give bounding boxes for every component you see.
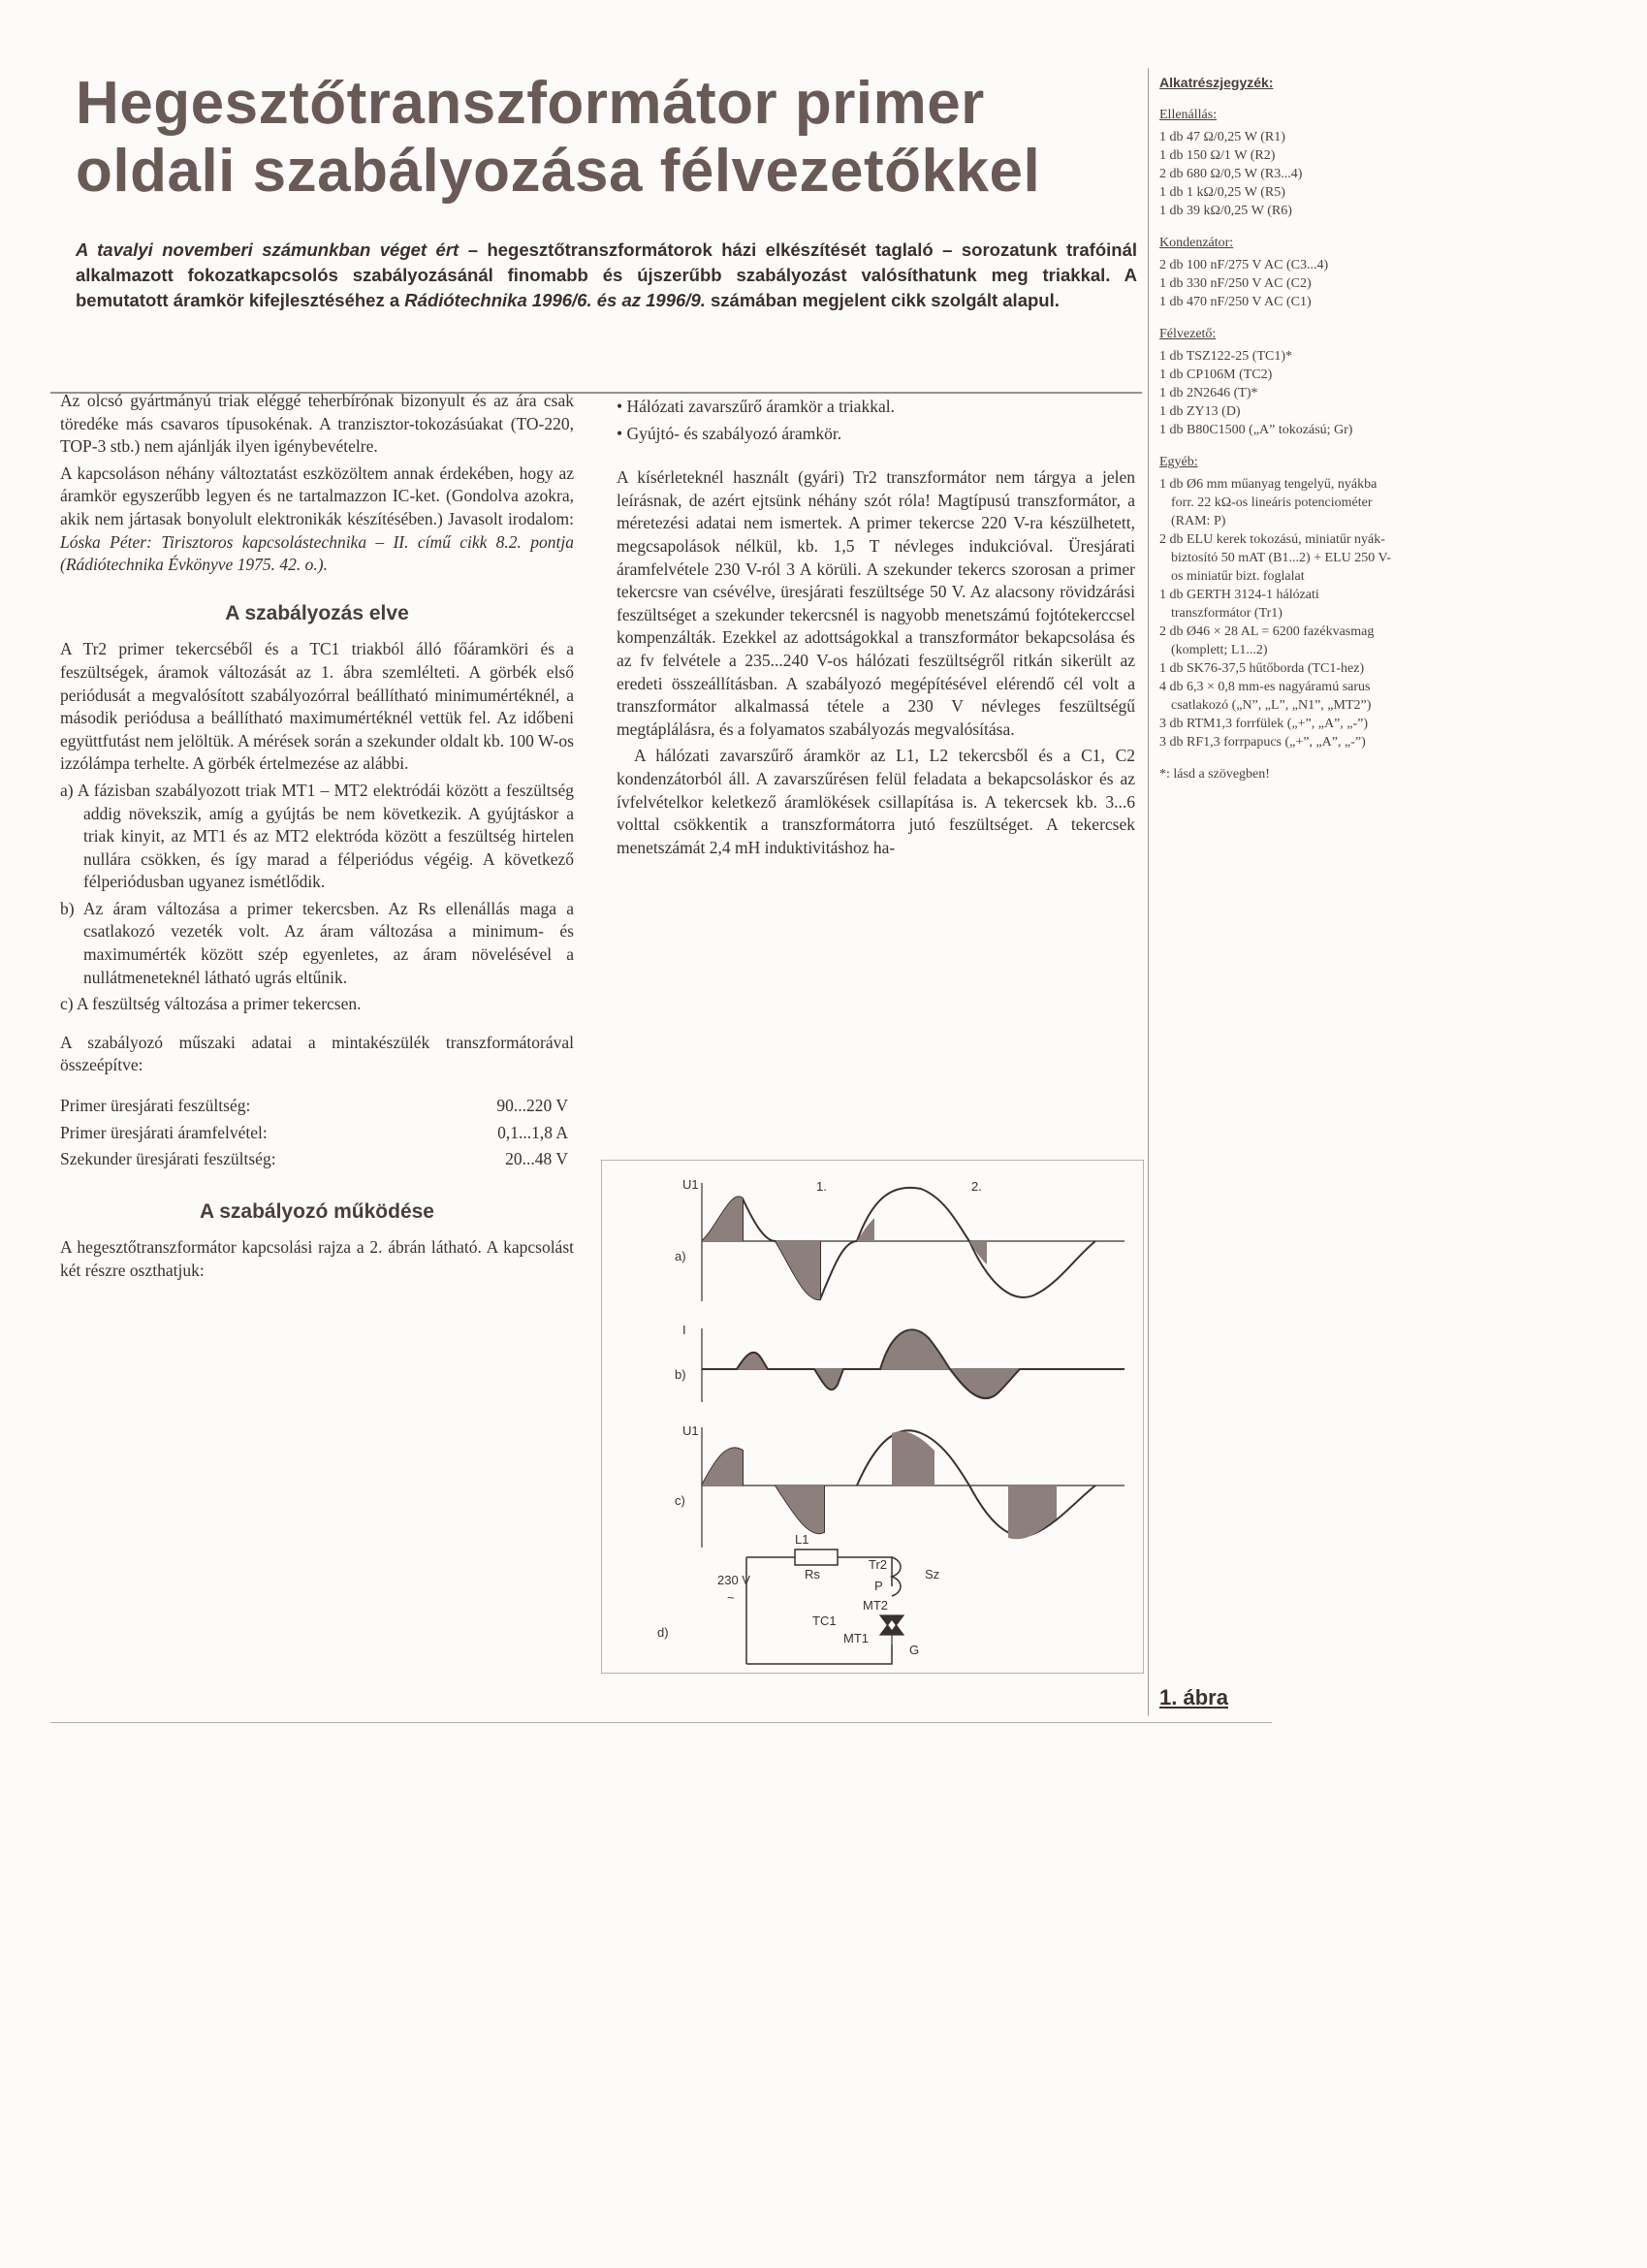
parts-item: 1 db Ø6 mm műanyag tengelyű, nyákba forr. 22 kΩ-os lineáris potenciométer (RAM: P) (1159, 477, 1378, 528)
row-label-a: a) (675, 1249, 686, 1263)
parts-item: 1 db 470 nF/250 V AC (C1) (1159, 295, 1312, 309)
parts-item: 1 db 1 kΩ/0,25 W (R5) (1159, 185, 1285, 200)
label-l1: L1 (795, 1532, 809, 1547)
parts-item: 1 db CP106M (TC2) (1159, 367, 1273, 382)
figure-caption: 1. ábra (1159, 1685, 1228, 1709)
spec-value: 0,1...1,8 A (497, 1122, 568, 1142)
parts-item: 1 db 47 Ω/0,25 W (R1) (1159, 130, 1285, 144)
row-label-b: b) (675, 1367, 686, 1382)
left-paragraph-2-text: A kapcsoláson néhány változtatást eszközöltem annak érdekében, hogy az áramkör egyszerűbb legyen és ne tartalmazzon IC-ket. (Gondolva azokra, akik nem jártasak bonyolult elektronikák készítésében.) Javasolt irodalom: (60, 463, 574, 528)
parts-item: 1 db 150 Ω/1 W (R2) (1159, 148, 1276, 163)
parts-item: 4 db 6,3 × 0,8 mm-es nagyáramú sarus csatlakozó („N”, „L”, „N1”, „MT2”) (1159, 680, 1372, 713)
label-mt1: MT1 (843, 1631, 869, 1645)
spec-label: Primer üresjárati áramfelvétel: (60, 1122, 268, 1142)
article-title (76, 70, 1123, 206)
resistor-heading: Ellenállás: (1159, 108, 1218, 122)
heading-operation: A szabályozó működése (200, 1199, 434, 1223)
left-paragraph-1: Az olcsó gyártmányú triak eléggé teherbírónak bizonyult és az ára csak töredéke más csavaros típusokénak. A tranzisztor-tokozásúakat (TO-220, TOP-3 stb.) nem ajánlják ilyen igénybevételre. (60, 391, 574, 457)
parts-note: *: lásd a szövegben! (1159, 767, 1270, 782)
bullet-filter: • Hálózati zavarszűrő áramkör a triakkal. (617, 397, 895, 416)
period-label-2: 2. (971, 1179, 982, 1194)
parts-item: 1 db TSZ122-25 (TC1)* (1159, 349, 1293, 364)
label-p: P (874, 1579, 883, 1593)
parts-item: 1 db 39 kΩ/0,25 W (R6) (1159, 204, 1292, 218)
parts-item: 2 db Ø46 × 28 AL = 6200 fazékvasmag (komplett; L1...2) (1159, 624, 1375, 657)
label-g: G (909, 1643, 920, 1657)
resistor-rs (795, 1549, 838, 1565)
spec-table (60, 1095, 574, 1171)
ac-symbol: ~ (727, 1590, 735, 1605)
wave-b (702, 1329, 1124, 1398)
column-divider (1148, 68, 1149, 1716)
lead-intro: A tavalyi novemberi számunkban véget ért (76, 240, 459, 260)
lead-journal: Rádiótechnika 1996/6. és az 1996/9. (404, 290, 706, 310)
principle-paragraph: A Tr2 primer tekercséből és a TC1 triakból álló főáramköri és a feszültségek, áramok változását az 1. ábra szemlélteti. A görbék első periódusát a megvalósított szabályozórral beállítható minimumértéknél, a második periódusa a beállítható maximumértéknél vettük fel. Az időbeni együttfutást nem jelöltük. A mérések során a szekunder oldalt kb. 100 W-os izzólámpa terhelte. A görbék értelmezése az alábbi. (60, 639, 574, 774)
parts-item: 1 db GERTH 3124-1 hálózati transzformátor (Tr1) (1159, 588, 1319, 621)
lead-end: számában megjelent cikk szolgált alapul. (705, 290, 1060, 310)
label-sz: Sz (925, 1567, 940, 1581)
parts-list (1159, 74, 1402, 783)
spec-value: 90...220 V (496, 1096, 568, 1116)
voltage-label: 230 V (717, 1573, 750, 1587)
left-column (60, 390, 574, 1287)
middle-column (617, 396, 1135, 863)
parts-item: 1 db 2N2646 (T)* (1159, 386, 1258, 400)
label-tr2: Tr2 (869, 1557, 888, 1572)
parts-item: 2 db ELU kerek tokozású, miniatűr nyák-biztosító 50 mAT (B1...2) + ELU 250 V-os miniatűr bizt. foglalat (1159, 532, 1391, 584)
parts-item: 2 db 680 Ω/0,5 W (R3...4) (1159, 167, 1303, 181)
capacitor-heading: Kondenzátor: (1159, 236, 1234, 250)
spec-label: Szekunder üresjárati feszültség: (60, 1149, 276, 1169)
label-rs: Rs (805, 1567, 820, 1581)
title-line-2: oldali szabályozása félvezetőkkel (76, 138, 1041, 205)
spec-row (60, 1095, 574, 1118)
spec-row (60, 1148, 574, 1171)
period-label-1: 1. (816, 1179, 827, 1194)
bullet-trigger: • Gyújtó- és szabályozó áramkör. (617, 423, 842, 443)
parts-item: 1 db ZY13 (D) (1159, 404, 1241, 419)
parts-item: 1 db B80C1500 („A” tokozású; Gr) (1159, 423, 1353, 437)
axis-label-c: U1 (682, 1423, 699, 1438)
axis-label-b: I (682, 1323, 686, 1337)
operation-paragraph: A hegesztőtranszformátor kapcsolási rajza a 2. ábrán látható. A kapcsolást két részre oszthatjuk: (60, 1237, 574, 1280)
lead-paragraph (76, 238, 1137, 313)
spec-row (60, 1122, 574, 1145)
title-line-1: Hegesztőtranszformátor primer (76, 70, 985, 137)
row-label-c: c) (675, 1493, 685, 1508)
parts-item: 3 db RF1,3 forrpapucs („+”, „A”, „-”) (1159, 735, 1366, 750)
parts-list-heading: Alkatrészjegyzék: (1159, 75, 1274, 90)
parts-item: 1 db SK76-37,5 hűtőborda (TC1-hez) (1159, 661, 1365, 676)
data-intro: A szabályozó műszaki adatai a mintakészülék transzformátorával összeépítve: (60, 1032, 574, 1075)
row-label-d: d) (657, 1625, 669, 1640)
label-mt2: MT2 (863, 1598, 888, 1613)
parts-item: 2 db 100 nF/275 V AC (C3...4) (1159, 258, 1329, 272)
heading-principle: A szabályozás elve (225, 601, 409, 624)
axis-label-a: U1 (682, 1177, 699, 1192)
literature-reference: Lóska Péter: Tirisztoros kapcsolástechnika – II. című cikk 8.2. pontja (Rádiótechnika Évkönyve 1975. 42. o.). (60, 531, 574, 575)
label-tc1: TC1 (812, 1613, 837, 1628)
parts-item: 1 db 330 nF/250 V AC (C2) (1159, 276, 1312, 291)
transformer-paragraph: A kísérleteknél használt (gyári) Tr2 transzformátor nem tárgya a jelen leírásnak, de azért ejtsünk néhány szót róla! Magtípusú transzformátor, a méretezési adatai nem ismertek. A primer tekercse 220 V-ra készülhetett, megcsapolások nélkül, kb. 1,5 T névleges indukcióval. Üresjárati áramfelvétele 230 V-ról 3 A körüli. A szekunder tekercs szorosan a primer tekercsre van csévélve, üresjárati feszültsége 50 V. Az alacsony rövidzárási feszültséget a szekunder tekercsnél is nagyobb menetszámú fojtótekerccsel kompenzálták. Ezekkel az adottságokkal a transzformátor bekapcsolása és az fv felvétele a 235...240 V-os hálózati feszültségről ritkán sikerült az eredeti összeállításban. A szabályozó megépítésével elérendő cél volt a transzformátor alkalmassá tétele a 230 V névleges feszültségű megtáplálásra, és a folyamatos szabályozás megvalósítása. (617, 467, 1135, 739)
parts-item: 3 db RTM1,3 forrfülek („+”, „A”, „-”) (1159, 717, 1369, 731)
lead-text: – hegesztőtranszformátorok házi elkészítését taglaló – sorozatunk trafóinál alkalmazott fokozatkapcsolós szabályozásánál finomabb és újszerűbb szabályozást valósíthatunk meg triakkal. A bemutatott áramkör kifejlesztéséhez a (76, 240, 1137, 310)
left-paragraph-2 (60, 463, 574, 577)
triac-symbol (880, 1615, 903, 1645)
misc-heading: Egyéb: (1159, 455, 1198, 469)
spec-value: 20...48 V (505, 1149, 568, 1169)
wave-a-shade (702, 1197, 820, 1299)
bottom-divider (50, 1722, 1272, 1723)
spec-label: Primer üresjárati feszültség: (60, 1096, 251, 1116)
semiconductor-heading: Félvezető: (1159, 327, 1217, 341)
explanation-b: b) Az áram változása a primer tekercsben. Az Rs ellenállás maga a csatlakozó vezeték volt. Az áram változása a minimum- és maximumérték között szép egyenletes, az áram növelésével a nullátmeneteknél látható ugrás eltűnik. (60, 898, 574, 987)
figure-1-waveforms (601, 1160, 1144, 1674)
transformer-coil (892, 1557, 901, 1596)
filter-paragraph: A hálózati zavarszűrő áramkör az L1, L2 tekercsből és a C1, C2 kondenzátorból áll. A zavarszűrésen felül feladata a bekapcsoláskor és az ívfelvételkor keletkező áramlökések csillapítása is. A tekercsek kb. 3...6 volttal csökkentik a transzformátorra jutó feszültséget. A tekercsek menetszámát 2,4 mH induktivitáshoz ha- (617, 746, 1135, 857)
explanation-c: c) A feszültség változása a primer tekercsen. (60, 994, 362, 1014)
explanation-a: a) A fázisban szabályozott triak MT1 – MT2 elektródái között a feszültség addig növekszik, amíg a gyújtás be nem következik. A gyújtáskor a triak kinyit, az MT1 és az MT2 elektróda között a feszültség hirtelen nullára csökken, és így marad a félperiódus végéig. A következő félperiódusban ugyanez ismétlődik. (60, 780, 574, 892)
